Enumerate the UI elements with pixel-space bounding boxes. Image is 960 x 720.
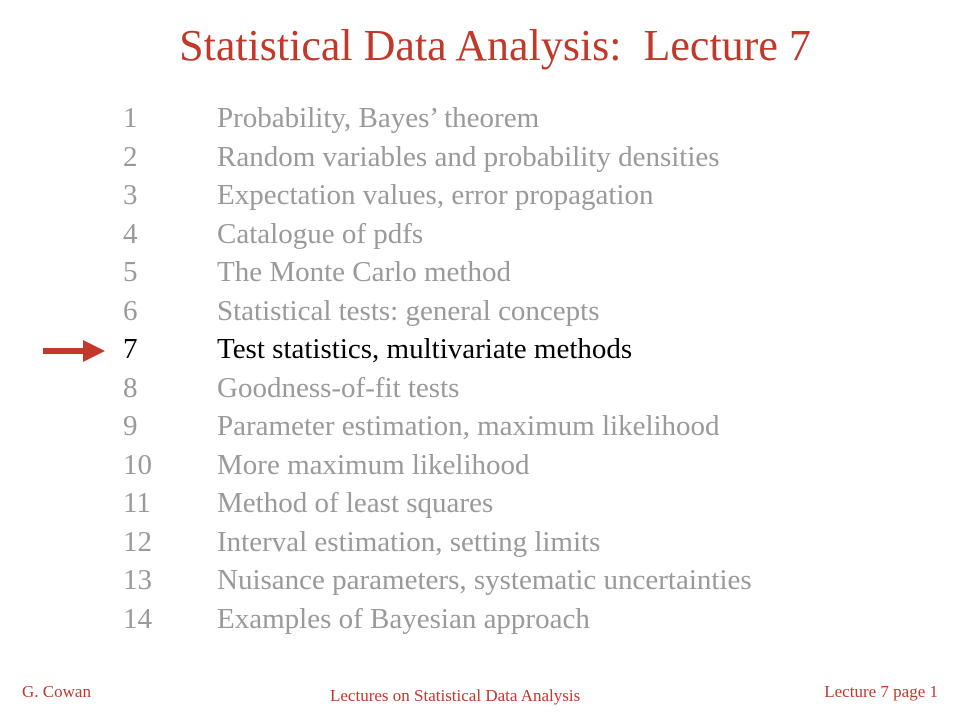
lecture-number: 12 <box>123 525 152 558</box>
lecture-number: 10 <box>123 448 152 481</box>
lecture-topic: Method of least squares <box>217 487 494 519</box>
lecture-number: 8 <box>123 371 138 404</box>
lecture-topic: Catalogue of pdfs <box>217 217 424 250</box>
footer-author: G. Cowan <box>22 682 91 701</box>
list-item <box>123 369 752 408</box>
list-item <box>123 561 752 600</box>
lecture-topic: Expectation values, error propagation <box>217 179 654 211</box>
lecture-number: 5 <box>123 256 138 288</box>
list-item <box>123 407 752 446</box>
lecture-topic: Goodness-of-fit tests <box>217 371 460 404</box>
lecture-topic: Statistical tests: general concepts <box>217 294 600 327</box>
lecture-topic: Probability, Bayes’ theorem <box>217 102 540 134</box>
lecture-topic: Interval estimation, setting limits <box>217 525 601 558</box>
list-item <box>123 138 752 177</box>
lecture-number: 2 <box>123 140 138 173</box>
current-lecture-item <box>123 330 752 369</box>
lecture-number: 11 <box>123 487 151 519</box>
list-item <box>123 176 752 215</box>
lecture-topic: Test statistics, multivariate methods <box>217 333 633 365</box>
footer-page-number: Lecture 7 page 1 <box>824 682 938 701</box>
lecture-topic: Random variables and probability densities <box>217 140 720 173</box>
lecture-number: 6 <box>123 294 138 327</box>
list-item <box>123 600 752 639</box>
lecture-topic: Parameter estimation, maximum likelihood <box>217 410 720 442</box>
lecture-topic: Examples of Bayesian approach <box>217 602 590 635</box>
lecture-topic: Nuisance parameters, systematic uncertainties <box>217 564 752 596</box>
lecture-number: 1 <box>123 102 138 134</box>
list-item <box>123 99 752 138</box>
lecture-number: 3 <box>123 179 138 211</box>
lecture-topic: The Monte Carlo method <box>217 256 511 288</box>
lecture-number: 7 <box>123 333 138 365</box>
list-item <box>123 446 752 485</box>
lecture-list <box>123 99 752 638</box>
footer-course-title: Lectures on Statistical Data Analysis <box>330 686 581 705</box>
lecture-topic: More maximum likelihood <box>217 448 530 481</box>
list-item <box>123 253 752 292</box>
list-item <box>123 523 752 562</box>
lecture-number: 4 <box>123 217 138 250</box>
slide-title: Statistical Data Analysis: Lecture 7 <box>179 21 811 70</box>
lecture-number: 9 <box>123 410 138 442</box>
list-item <box>123 484 752 523</box>
list-item <box>123 215 752 254</box>
lecture-number: 13 <box>123 564 152 596</box>
right-arrow-icon <box>43 340 105 362</box>
lecture-number: 14 <box>123 602 152 635</box>
list-item <box>123 292 752 331</box>
